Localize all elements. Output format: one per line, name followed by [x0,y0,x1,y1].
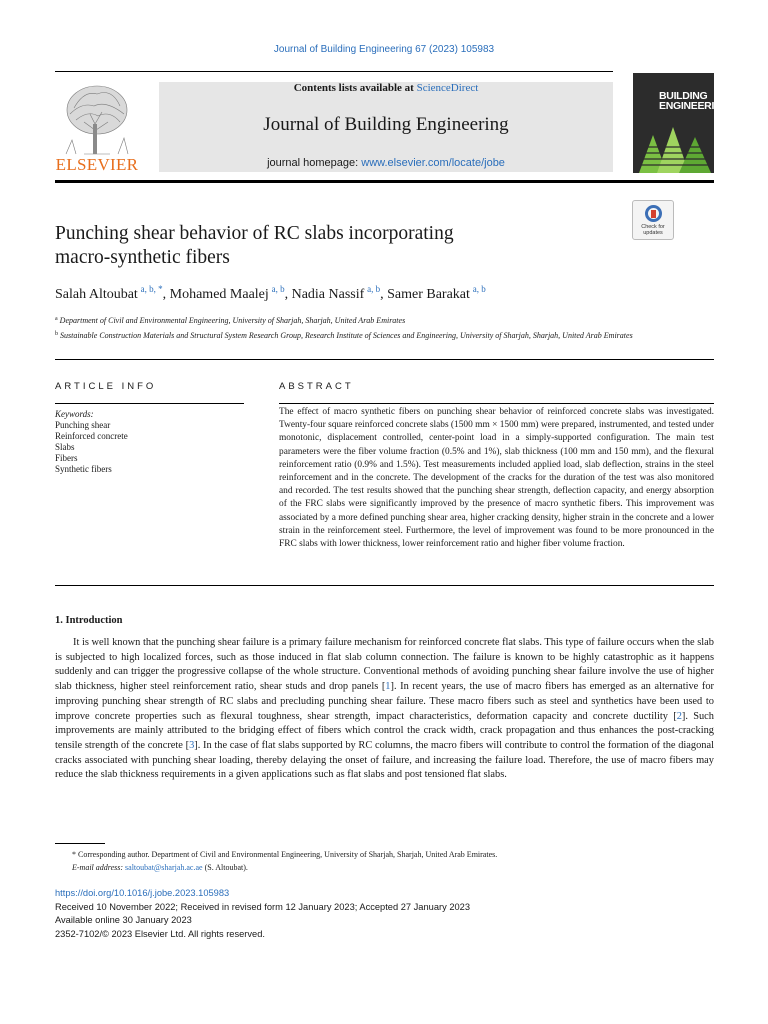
keyword-item: Reinforced concrete [55,431,128,441]
available-online-date: Available online 30 January 2023 [55,915,192,925]
affiliation-a: $^a$ Department of Civil and Environmental Engineering, University of Sharjah, Sharjah, United Arab Emirates [55,316,406,325]
reference-link-1[interactable]: 1 [385,681,391,693]
header-top-rule [55,71,613,72]
publication-info [55,887,715,941]
article-info-heading: ARTICLE INFO [55,381,157,392]
paper-title: Punching shear behavior of RC slabs incorporating macro-synthetic fibers [55,223,454,268]
journal-reference-link[interactable]: Journal of Building Engineering 67 (2023) 105983 [273,44,495,55]
contents-line: Contents lists available at ScienceDirect [293,82,479,94]
received-dates: Received 10 November 2022; Received in revised form 12 January 2023; Accepted 27 January 2023 [55,901,470,912]
keyword-item: Punching shear [55,420,111,430]
author-name[interactable]: Nadia Nassif [291,287,365,302]
cover-graphic-icon [633,113,714,173]
author-affiliation-marker[interactable]: a, b [472,284,486,294]
keyword-item: Slabs [55,442,75,452]
journal-title: Journal of Building Engineering [263,114,509,135]
cover-title: BUILDING ENGINEERING [659,90,730,112]
author-affiliation-marker[interactable]: a, b, * [140,284,163,294]
reference-link-2[interactable]: 2 [676,710,682,722]
sciencedirect-link[interactable]: ScienceDirect [416,82,479,94]
author-separator: , [380,287,388,302]
keyword-item: Synthetic fibers [55,464,112,474]
affiliation-rule [55,359,714,360]
article-info-rule [55,403,244,404]
author-affiliation-marker[interactable]: a, b [367,284,381,294]
author-separator: , [284,287,292,302]
author-name[interactable]: Samer Barakat [387,287,470,302]
footnotes [72,849,712,874]
email-note: E-mail address: saltoubat@sharjah.ac.ae (S. Altoubat). [72,862,248,872]
abstract-bottom-rule [55,585,714,586]
abstract-text: The effect of macro synthetic fibers on punching shear behavior of reinforced concrete slabs was investigated. Twenty-four square reinforced concrete slabs (1500 mm × 1500 mm) were prepared, instrumented, and tested under monotonic, displacement controlled, center-point load in a simply-supported configuration. The main test parameters were the fiber volume fraction (0.5% and 1%), slab thickness (100 mm and 150 mm), and the flexural reinforcement ratio (0.9% and 1.5%). Test measurements included applied load, slab deflection, strains in the steel reinforcement and in the concrete. The development of the cracks for the duration of the test was also monitored and recorded. The test results showed that the punching shear strength, deflection capacity, and energy absorption of the FRC slabs were significantly improved by the presence of macro synthetic fibers. This improvement was associated by a more defined punching shear area, higher cracking density, higher strain in the concrete and a lower strain in the reinforcement steel. Furthermore, the level of improvement was found to be more pronounced in the FRC slabs with lower thickness, lower reinforcement ratio and higher fiber volume fraction. [279,407,714,550]
copyright-line: 2352-7102/© 2023 Elsevier Ltd. All rights reserved. [55,928,265,939]
author-list [55,284,715,303]
reference-link-3[interactable]: 3 [189,739,195,751]
introduction-paragraph: It is well known that the punching shear failure is a primary failure mechanism for reinforced concrete flat slabs. This type of failure occurs when the slab is subjected to high localized forces, such as those induced in flat slab column connection. The failure is known to be highly catastrophic as it happens suddenly and can trigger the progressive collapse of the whole structure. Conventional methods of avoiding punching shear failure involve the use of higher slab thickness, higher steel reinforcement ratio, shear studs and drop panels [1]. In recent years, the use of macro fibers has emerged as an alternative for improving punching shear strength of RC slabs and precluding punching shear failure. These macro fibers such as steel and synthetics have been used to improve concrete properties such as flexural toughness, shear strength, impact characteristics, deformation capacity and concrete ductility [2]. Such improvements are mainly attributed to the bridging effect of fibers which control the crack width, crack propagation and thus enhances the post-cracking tensile strength of the concrete [3]. In the case of flat slabs supported by RC columns, the macro fibers will contribute to control the formation of the diagonal cracks associated with punching shear loading, thereby delaying the onset of failure, and increasing the failure load. Therefore, the use of macro fibers may reduce the slab thickness requirements in a given applications such as flat slabs and post tensioned flat slabs. [55,637,714,781]
check-updates-label: Check for updates [641,224,665,236]
email-link[interactable]: saltoubat@sharjah.ac.ae [125,862,203,872]
elsevier-wordmark: ELSEVIER [55,155,139,174]
check-updates-icon [645,205,662,222]
footnote-rule [55,843,105,844]
doi-link[interactable]: https://doi.org/10.1016/j.jobe.2023.105983 [55,888,230,898]
journal-cover-image[interactable] [633,73,730,173]
author-affiliation-marker[interactable]: a, b [271,284,285,294]
keywords-block [55,409,245,475]
journal-header-box [159,82,613,172]
keyword-item: Fibers [55,453,78,463]
header-thick-rule [55,180,714,183]
introduction-heading: 1. Introduction [55,615,123,626]
elsevier-tree-icon [54,80,140,158]
abstract-rule [279,403,714,404]
journal-homepage-line: journal homepage: www.elsevier.com/locate/jobe [267,157,505,169]
author-name[interactable]: Mohamed Maalej [169,287,269,302]
corresponding-author-note: * Corresponding author. Department of Civil and Environmental Engineering, University of Sharjah, Sharjah, United Arab Emirates. [72,850,498,859]
check-for-updates-button[interactable] [632,200,674,240]
journal-homepage-link[interactable]: www.elsevier.com/locate/jobe [361,157,505,169]
author-name[interactable]: Salah Altoubat [55,287,138,302]
keywords-label: Keywords: [55,409,94,419]
author-separator: , [162,287,170,302]
affiliations [55,313,645,342]
abstract-heading: ABSTRACT [279,381,354,392]
affiliation-b: $^b$ Sustainable Construction Materials and Structural System Research Group, Research Institute of Sciences and Engineering, University of Sharjah, Sharjah, United Arab Emirates [55,330,633,340]
